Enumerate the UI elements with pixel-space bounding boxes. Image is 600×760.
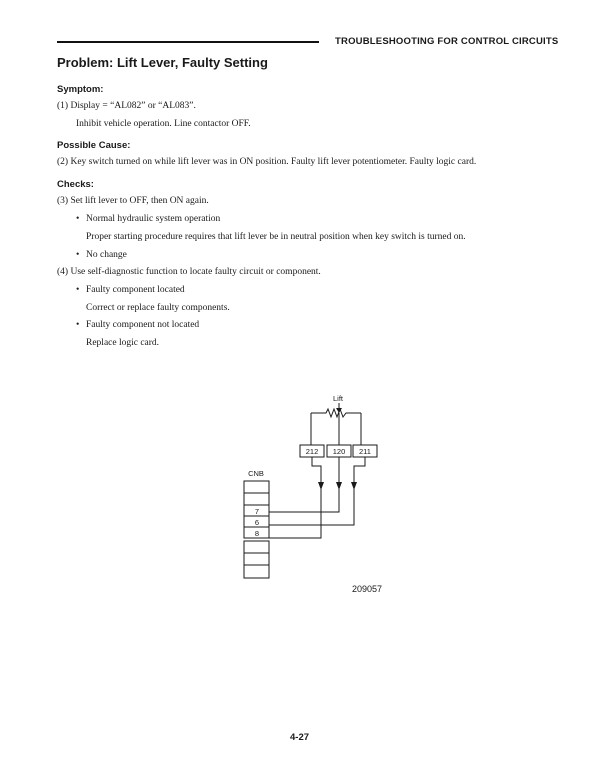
pot-resistor	[311, 409, 361, 417]
lift-pot-label: Lift	[332, 394, 344, 403]
wire-120-arrowhead	[336, 482, 342, 490]
check-item-4: (4) Use self-diagnostic function to locate faulty circuit or component.	[57, 267, 321, 277]
symptom-item-1-detail: Inhibit vehicle operation. Line contactor OFF.	[76, 119, 251, 129]
possible-cause-heading: Possible Cause:	[57, 140, 131, 151]
terminal-211: 211	[359, 447, 371, 456]
check-item-4-bullet-2: • Faulty component not located	[86, 320, 199, 330]
symptom-heading: Symptom:	[57, 84, 104, 95]
check-item-3-bullet-1-detail: Proper starting procedure requires that lift lever be in neutral position when key switch is turned on.	[86, 232, 466, 242]
check-item-4-bullet-2-detail: Replace logic card.	[86, 338, 160, 348]
symptom-item-1: (1) Display = “AL082” or “AL083”.	[57, 101, 196, 111]
check-item-3: (3) Set lift lever to OFF, then ON again.	[57, 196, 209, 206]
wire-211	[272, 457, 365, 525]
pin-7: 7	[254, 507, 260, 516]
check-item-4-bullet-1-detail: Correct or replace faulty components.	[86, 303, 230, 313]
cause-item-2: (2) Key switch turned on while lift lever was in ON position. Faulty lift lever potentiometer. Faulty logic card.	[57, 157, 477, 167]
checks-heading: Checks:	[57, 179, 94, 190]
check-item-4-bullet-1: • Faulty component located	[86, 285, 185, 295]
wire-120	[272, 457, 339, 512]
terminal-120: 120	[332, 447, 346, 456]
pin-8: 8	[254, 529, 260, 538]
pin-6: 6	[254, 518, 260, 527]
wire-212	[272, 457, 321, 538]
check-item-3-bullet-1: • Normal hydraulic system operation	[86, 214, 220, 224]
check-item-3-bullet-2: • No change	[86, 250, 127, 260]
header-title: TROUBLESHOOTING FOR CONTROL CIRCUITS	[335, 36, 559, 47]
wire-211-arrowhead	[351, 482, 357, 490]
problem-title: Problem: Lift Lever, Faulty Setting	[57, 55, 268, 70]
connector-label: CNB	[248, 469, 264, 478]
wire-212-arrowhead	[318, 482, 324, 490]
page-number: 4-27	[290, 732, 310, 743]
figure-number: 209057	[352, 584, 383, 594]
terminal-212: 212	[305, 447, 319, 456]
